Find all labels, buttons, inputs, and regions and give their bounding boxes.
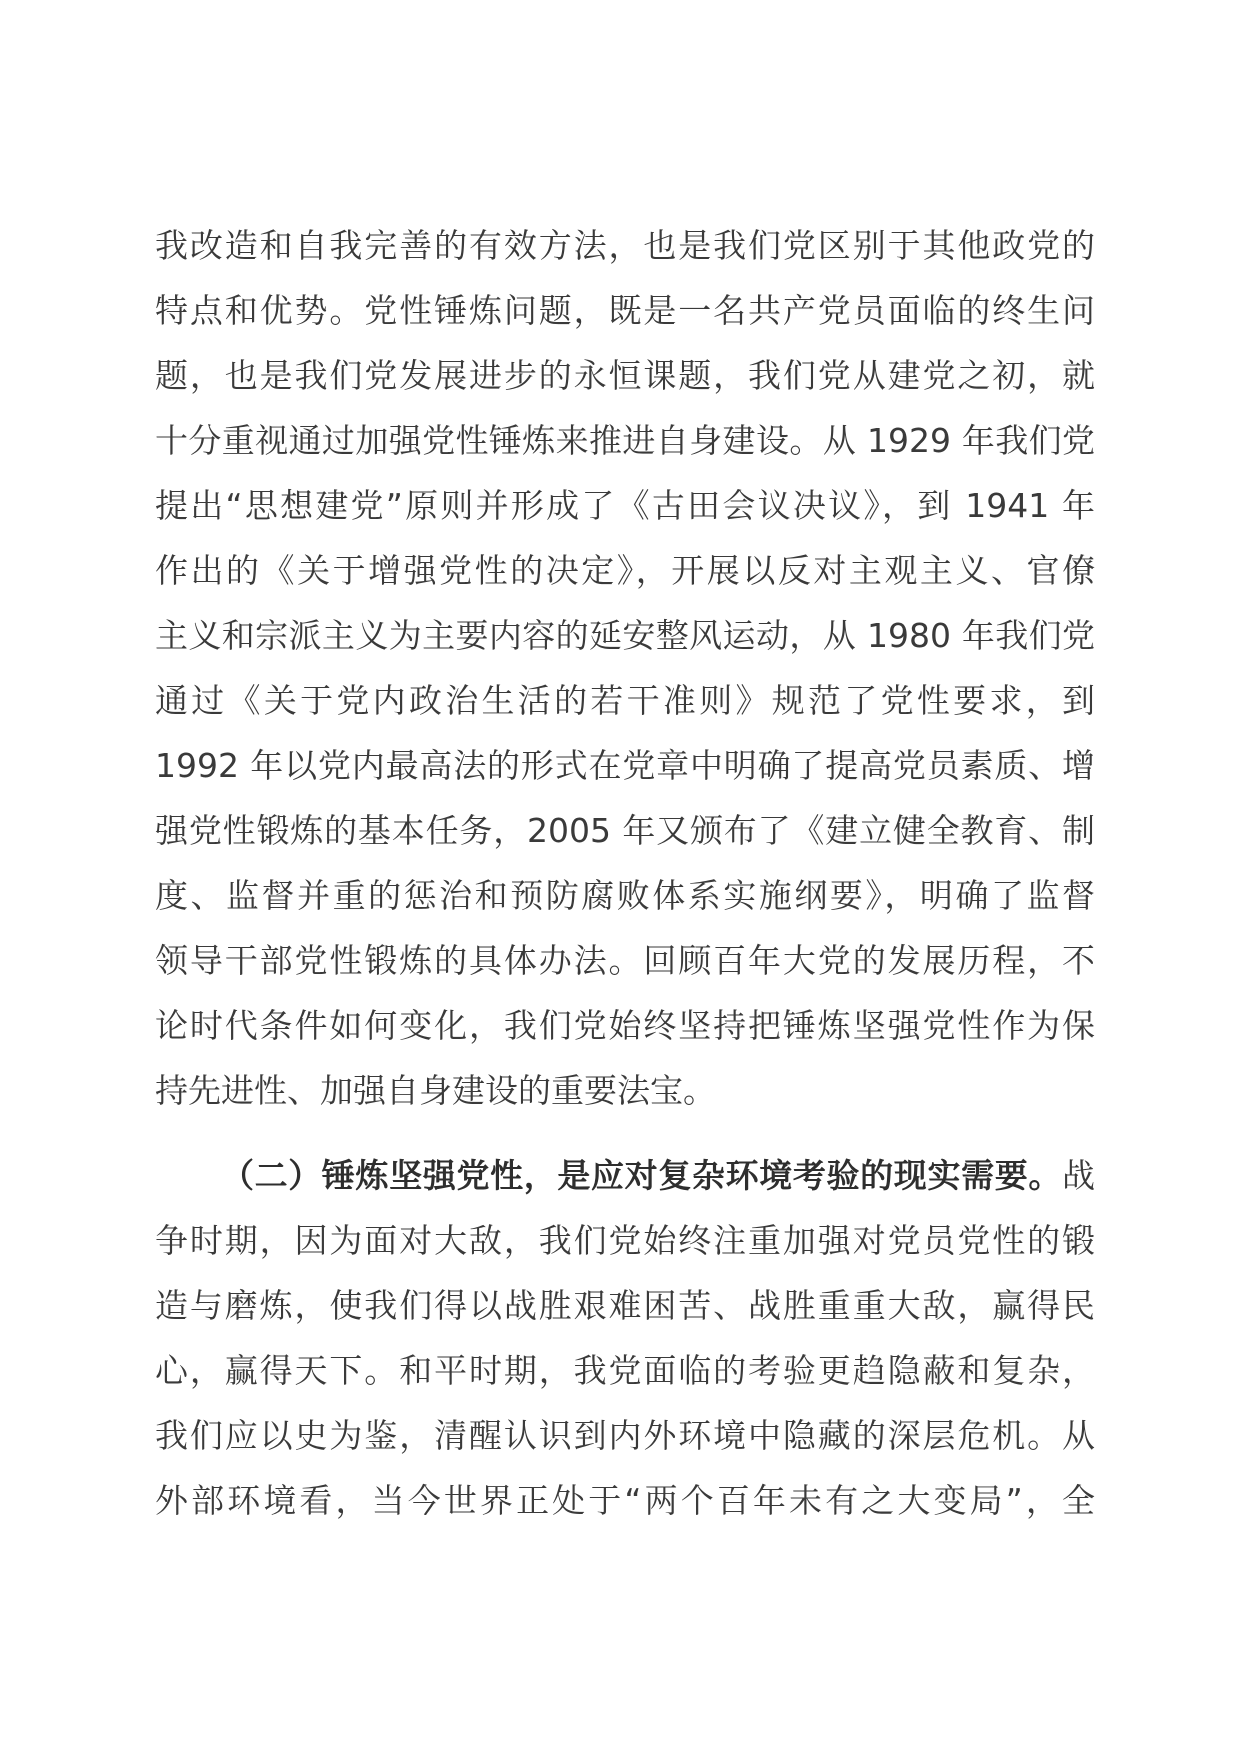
paragraph-2-line: 造与磨炼，使我们得以战胜艰难困苦、战胜重重大敌，赢得民 [155,1286,1095,1325]
paragraph-1-line: 1992 年以党内最高法的形式在党章中明确了提高党员素质、增 [155,746,1095,785]
paragraph-2-line: 心，赢得天下。和平时期，我党面临的考验更趋隐蔽和复杂， [155,1351,1095,1390]
paragraph-1-line: 我改造和自我完善的有效方法，也是我们党区别于其他政党的 [155,226,1095,265]
paragraph-2-line: 外部环境看，当今世界正处于“两个百年未有之大变局”，全 [155,1481,1095,1520]
paragraph-2-line: 我们应以史为鉴，清醒认识到内外环境中隐藏的深层危机。从 [155,1416,1095,1455]
paragraph-2-line: 争时期，因为面对大敌，我们党始终注重加强对党员党性的锻 [155,1221,1095,1260]
paragraph-1-line: 强党性锻炼的基本任务，2005 年又颁布了《建立健全教育、制 [155,811,1095,850]
paragraph-1-line: 领导干部党性锻炼的具体办法。回顾百年大党的发展历程，不 [155,941,1095,980]
paragraph-1-line: 持先进性、加强自身建设的重要法宝。 [155,1071,716,1110]
paragraph-1-line: 十分重视通过加强党性锤炼来推进自身建设。从 1929 年我们党 [155,421,1095,460]
paragraph-1-line: 论时代条件如何变化，我们党始终坚持把锤炼坚强党性作为保 [155,1006,1095,1045]
paragraph-1 [155,213,1095,1123]
paragraph-1-line: 特点和优势。党性锤炼问题，既是一名共产党员面临的终生问 [155,291,1095,330]
paragraph-1-line: 提出“思想建党”原则并形成了《古田会议决议》，到 1941 年 [155,486,1095,525]
paragraph-1-line: 作出的《关于增强党性的决定》，开展以反对主观主义、官僚 [155,551,1095,590]
paragraph-2-first-line [155,1143,1095,1208]
paragraph-2-line-start: 战 [1062,1156,1095,1195]
paragraph-2 [155,1143,1095,1533]
paragraph-1-line: 主义和宗派主义为主要内容的延安整风运动，从 1980 年我们党 [155,616,1095,655]
paragraph-1-line: 度、监督并重的惩治和预防腐败体系实施纲要》，明确了监督 [155,876,1095,915]
paragraph-1-line: 通过《关于党内政治生活的若干准则》规范了党性要求，到 [155,681,1095,720]
paragraph-1-line: 题，也是我们党发展进步的永恒课题，我们党从建党之初，就 [155,356,1095,395]
section-heading: （二）锤炼坚强党性，是应对复杂环境考验的现实需要。 [221,1156,1062,1195]
